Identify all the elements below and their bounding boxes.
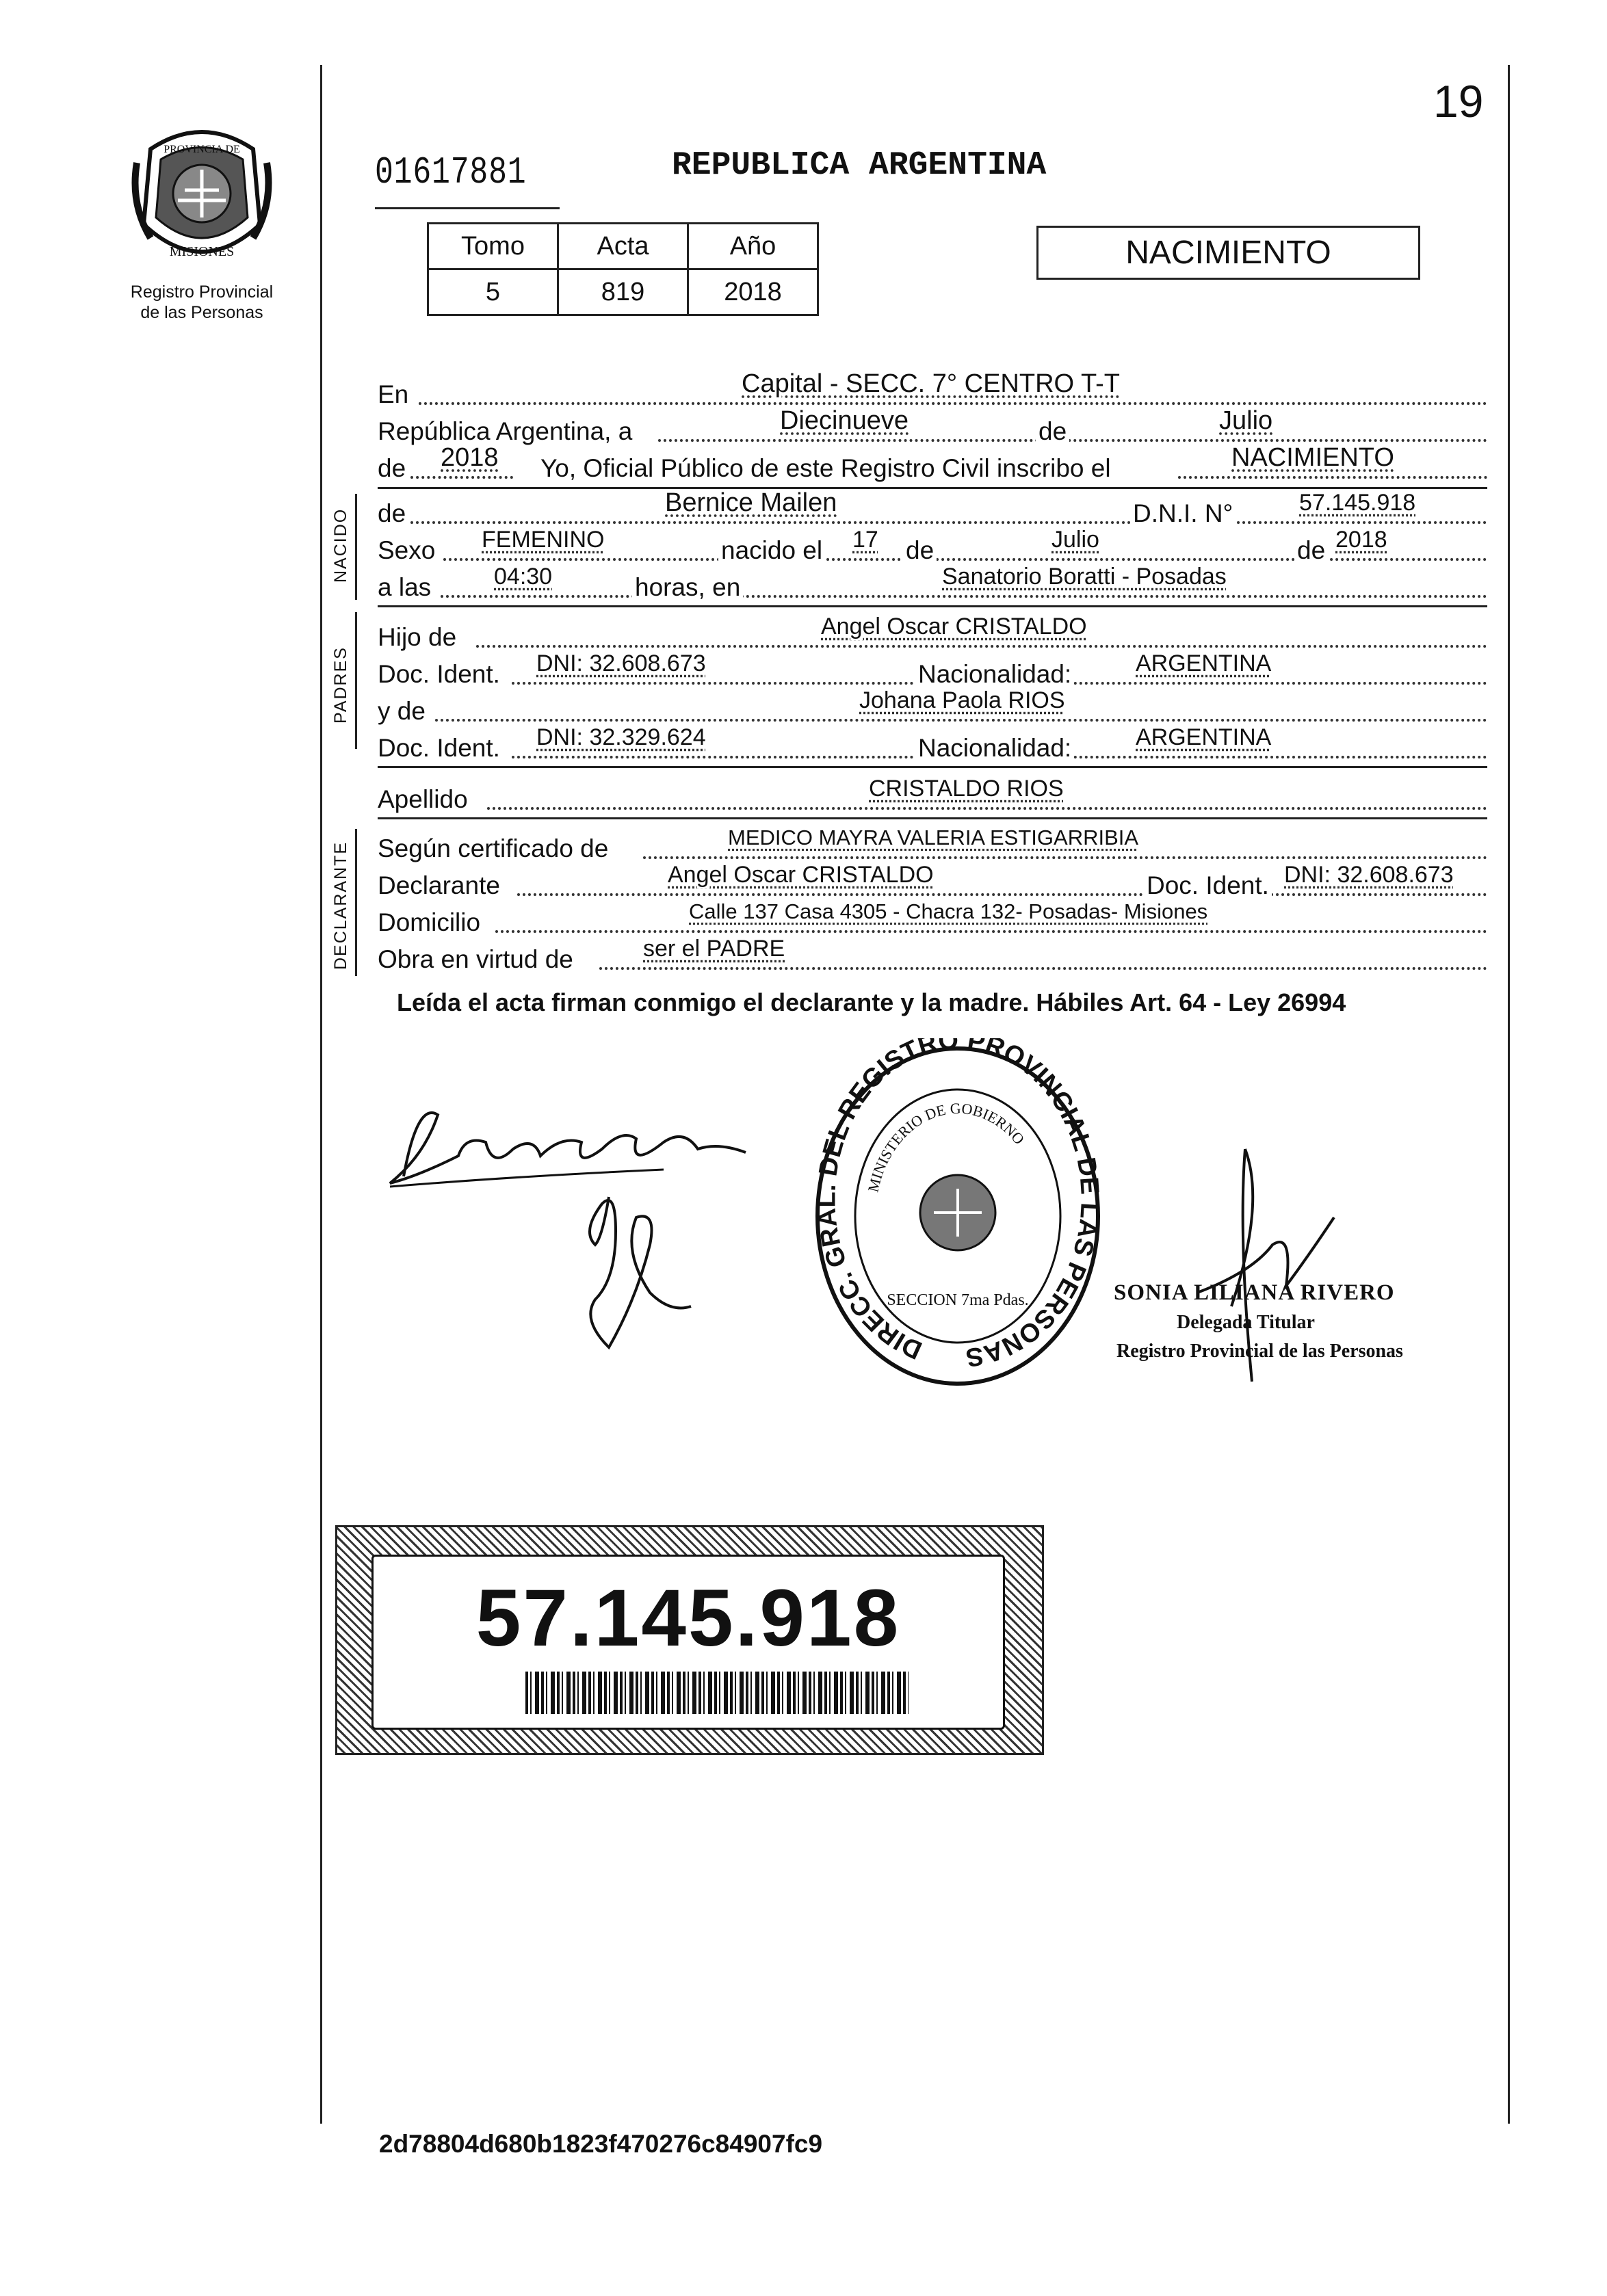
- label-doc: Doc. Ident.: [378, 734, 500, 762]
- section-label-declarante: DECLARANTE: [331, 841, 350, 970]
- label-de2: de: [378, 454, 406, 482]
- label-born: nacido el: [718, 531, 825, 570]
- label-name-de: de: [378, 499, 406, 527]
- label-mother: y de: [378, 697, 426, 725]
- value-mother-doc: DNI: 32.329.624: [536, 724, 706, 750]
- value-day: Diecinueve: [780, 406, 909, 435]
- label-time: a las: [378, 573, 432, 601]
- value-father-nationality: ARGENTINA: [1136, 650, 1272, 676]
- value-mother-nationality: ARGENTINA: [1136, 724, 1272, 750]
- value-born-month: Julio: [1051, 527, 1099, 553]
- value-birth-place: Sanatorio Boratti - Posadas: [942, 564, 1227, 590]
- closing-text: Leída el acta firman conmigo el declarante y la madre. Hábiles Art. 64 - Ley 26994: [397, 988, 1346, 1016]
- value-obra: ser el PADRE: [643, 936, 785, 962]
- separator: [378, 766, 1487, 768]
- value-address: Calle 137 Casa 4305 - Chacra 132- Posadas- Misiones: [689, 899, 1208, 923]
- svg-text:MINISTERIO DE GOBIERNO: MINISTERIO DE GOBIERNO: [864, 1099, 1028, 1194]
- left-margin-line: [320, 65, 322, 2124]
- row-address: [378, 899, 1487, 942]
- registry-name: [103, 282, 301, 323]
- row-mother-doc: [378, 724, 1487, 768]
- row-en: [378, 369, 1487, 414]
- label-surname: Apellido: [378, 785, 468, 813]
- official-title: Delegada Titular: [1177, 1312, 1315, 1333]
- value-certificate: MEDICO MAYRA VALERIA ESTIGARRIBIA: [728, 826, 1139, 849]
- registry-line2: de las Personas: [140, 303, 263, 322]
- serial-underline: [375, 207, 560, 209]
- value-anio: 2018: [688, 269, 818, 315]
- label-certificate: Según certificado de: [378, 834, 609, 862]
- value-place-section: Capital - SECC. 7° CENTRO T-T: [742, 369, 1120, 398]
- id-label: [371, 1555, 1005, 1730]
- label-sex: Sexo: [378, 536, 436, 564]
- declarant-signature: [376, 1074, 759, 1361]
- value-father-name: Angel Oscar CRISTALDO: [821, 613, 1087, 639]
- value-declarant-name: Angel Oscar CRISTALDO: [668, 862, 934, 888]
- header-anio: Año: [688, 224, 818, 269]
- label-born-de2: de: [1294, 531, 1328, 570]
- value-child-dni: 57.145.918: [1299, 490, 1416, 516]
- text-yo-oficial: Yo, Oficial Público de este Registro Civil inscribo el: [540, 454, 1111, 482]
- value-father-doc: DNI: 32.608.673: [536, 650, 706, 676]
- serial-number: 01617881: [375, 150, 527, 194]
- value-born-year: 2018: [1335, 527, 1387, 553]
- value-year: 2018: [441, 443, 499, 472]
- label-address: Domicilio: [378, 908, 481, 936]
- barcode: [525, 1672, 909, 1714]
- value-mother-name: Johana Paola RIOS: [859, 687, 1065, 713]
- value-time: 04:30: [494, 564, 553, 590]
- label-nationality: Nacionalidad:: [915, 655, 1074, 694]
- value-child-name: Bernice Mailen: [665, 488, 837, 517]
- label-father: Hijo de: [378, 623, 457, 651]
- label-born-de: de: [903, 531, 937, 570]
- section-label-padres: PADRES: [331, 646, 350, 724]
- label-declarant-doc: Doc. Ident.: [1144, 866, 1272, 906]
- page-number: 19: [1433, 76, 1484, 127]
- registry-line1: Registro Provincial: [130, 282, 274, 302]
- id-number: 57.145.918: [475, 1573, 901, 1663]
- record-table: [427, 222, 819, 316]
- document-hash: 2d78804d680b1823f470276c84907fc9: [379, 2130, 823, 2158]
- round-seal: [807, 1038, 1108, 1394]
- value-inscribe: NACIMIENTO: [1231, 443, 1394, 472]
- section-bar: [355, 612, 357, 749]
- row-time: [378, 564, 1487, 607]
- section-bar: [355, 494, 357, 600]
- value-surname: CRISTALDO RIOS: [869, 776, 1064, 802]
- label-declarant: Declarante: [378, 871, 500, 899]
- label-doc: Doc. Ident.: [378, 660, 500, 688]
- label-obra: Obra en virtud de: [378, 945, 573, 973]
- id-label-frame: [335, 1525, 1044, 1755]
- svg-text:MISIONES: MISIONES: [169, 244, 235, 259]
- section-bar: [355, 829, 357, 976]
- record-type-box: NACIMIENTO: [1036, 226, 1420, 280]
- value-month: Julio: [1219, 406, 1273, 435]
- value-tomo: 5: [428, 269, 558, 315]
- value-declarant-doc: DNI: 32.608.673: [1284, 862, 1454, 888]
- label-republica: República Argentina, a: [378, 417, 633, 445]
- official-office: Registro Provincial de las Personas: [1116, 1341, 1403, 1362]
- svg-text:DIRECC. GRAL. DEL REGISTRO PRO: DIRECC. GRAL. DEL REGISTRO PROVINCIAL DE LAS PERSONAS: [812, 1038, 1104, 1372]
- label-de: de: [1036, 412, 1069, 451]
- svg-text:PROVINCIA DE: PROVINCIA DE: [164, 144, 240, 155]
- value-acta: 819: [558, 269, 688, 315]
- official-round-seal-icon: [807, 1038, 1108, 1394]
- value-sex: FEMENINO: [482, 527, 605, 553]
- row-obra: [378, 936, 1487, 979]
- label-dni: D.N.I. N°: [1130, 494, 1236, 533]
- country-title: REPUBLICA ARGENTINA: [672, 147, 1047, 184]
- label-nationality: Nacionalidad:: [915, 728, 1074, 768]
- label-en: En: [378, 380, 409, 408]
- header-acta: Acta: [558, 224, 688, 269]
- section-label-nacido: NACIDO: [331, 507, 350, 583]
- registry-logo: [123, 122, 280, 279]
- header-tomo: Tomo: [428, 224, 558, 269]
- svg-text:SECCION 7ma Pdas.: SECCION 7ma Pdas.: [887, 1291, 1029, 1309]
- misiones-seal-icon: [123, 122, 280, 279]
- official-name: SONIA LILIANA RIVERO: [1114, 1280, 1395, 1305]
- row-surname: [378, 776, 1487, 819]
- right-margin-line: [1508, 65, 1510, 2124]
- value-born-day: 17: [852, 527, 878, 553]
- label-hours: horas, en: [632, 568, 743, 607]
